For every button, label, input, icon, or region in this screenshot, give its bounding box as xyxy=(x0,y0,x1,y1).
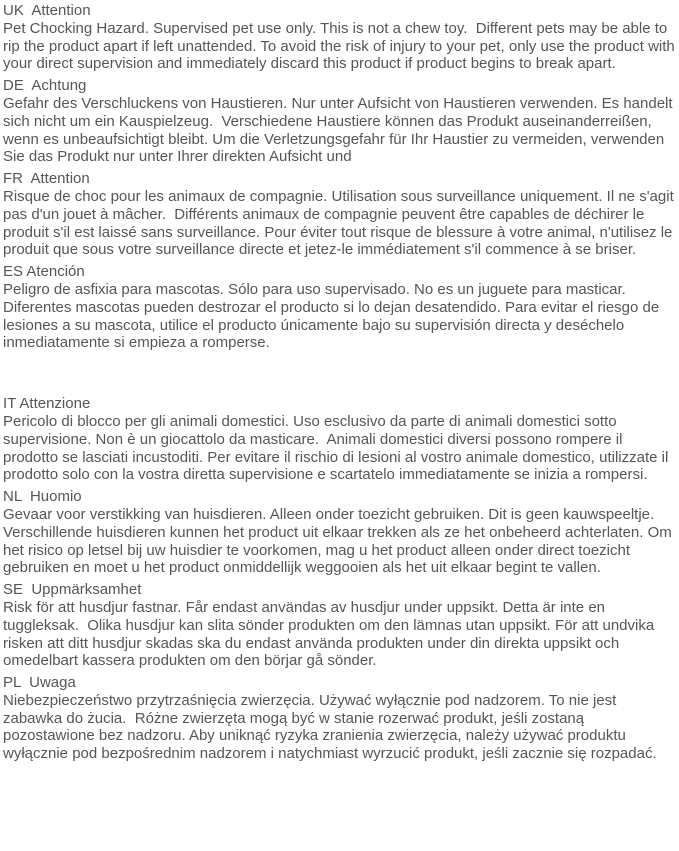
warning-section-fr xyxy=(3,170,678,259)
warning-section-it xyxy=(3,395,675,484)
section-heading-fr: FR Attention xyxy=(3,170,90,188)
section-body-se: Risk för att husdjur fastnar. Får endast användas av husdjur under uppsikt. Detta är inte en tuggleksak. Olika husdjur kan slita sönder produkten om den lämnas utan uppsikt. För att undvika risken att ditt husdjur skadas ska du endast använda produkten under din direkta uppsikt och omedelbart kassera produkten om den börjar gå sönder. xyxy=(3,598,659,670)
warning-section-pl xyxy=(3,674,675,763)
section-body-nl: Gevaar voor verstikking van huisdieren. Alleen onder toezicht gebruiken. Dit is geen kauwspeeltje. Verschillende huisdieren kunnen het product uit elkaar trekken als ze het onbeheerd achterlaten. Om het risico op letsel bij uw huisdier te voorkomen, mag u het product alleen onder direct toezicht gebruiken en moet u het product onmiddellijk weggooien als het uit elkaar begint te vallen. xyxy=(3,505,676,577)
section-body-pl: Niebezpieczeństwo przytrzaśnięcia zwierzęcia. Używać wyłącznie pod nadzorem. To nie jest zabawka do żucia. Różne zwierzęta mogą być w stanie rozerwać produkt, jeśli zostaną pozostawione bez nadzoru. Aby uniknąć ryzyka zranienia zwierzęcia, należy używać produktu wyłącznie pod bezpośrednim nadzorem i natychmiast wyrzucić produkt, jeśli zacznie się rozpadać. xyxy=(3,691,657,763)
section-body-uk: Pet Chocking Hazard. Supervised pet use only. This is not a chew toy. Different pets may be able to rip the product apart if left unattended. To avoid the risk of injury to your pet, only use the product with your direct supervision and immediately discard this product if product begins to break apart. xyxy=(3,19,679,73)
warning-section-se xyxy=(3,581,675,670)
section-body-fr: Risque de choc pour les animaux de compagnie. Utilisation sous surveillance uniquement. Il ne s'agit pas d'un jouet à mâcher. Différents animaux de compagnie peuvent être capables de déchirer le produit s'il est laissé sans surveillance. Pour éviter tout risque de blessure à votre animal, n'utilisez le produit que sous votre surveillance directe et jetez-le immédiatement s'il commence à se briser. xyxy=(3,187,678,259)
section-heading-uk: UK Attention xyxy=(3,2,91,19)
section-body-de: Gefahr des Verschluckens von Haustieren. Nur unter Aufsicht von Haustieren verwenden. Es handelt sich nicht um ein Kauspielzeug. Verschiedene Haustiere können das Produkt auseinanderreißen, wenn es unbeaufsichtigt bleibt. Um die Verletzungsgefahr für Ihr Haustier zu vermeiden, verwenden Sie das Produkt nur unter Ihrer direkten Aufsicht und xyxy=(3,94,677,166)
section-heading-se: SE Uppmärksamhet xyxy=(3,581,142,599)
section-heading-it: IT Attenzione xyxy=(3,395,91,413)
warning-section-es xyxy=(3,263,675,352)
warning-section-uk xyxy=(3,2,679,73)
section-heading-es: ES Atención xyxy=(3,263,85,281)
warning-section-nl xyxy=(3,488,675,577)
section-heading-de: DE Achtung xyxy=(3,77,87,95)
warning-section-de xyxy=(3,77,675,166)
section-heading-nl: NL Huomio xyxy=(3,488,82,506)
section-heading-pl: PL Uwaga xyxy=(3,674,76,692)
section-body-es: Peligro de asfixia para mascotas. Sólo para uso supervisado. No es un juguete para masticar. Diferentes mascotas pueden destrozar el producto si lo dejan desatendido. Para evitar el riesgo de lesiones a su mascota, utilice el producto únicamente bajo su supervisión directa y deséchelo inmediatamente si empieza a romperse. xyxy=(3,280,664,352)
section-body-it: Pericolo di blocco per gli animali domestici. Uso esclusivo da parte di animali domestici sotto supervisione. Non è un giocattolo da masticare. Animali domestici diversi possono rompere il prodotto se lasciati incustoditi. Per evitare il rischio di lesioni al vostro animale domestico, utilizzate il prodotto solo con la vostra diretta supervisione e scartatelo immediatamente se inizia a rompersi. xyxy=(3,412,673,484)
